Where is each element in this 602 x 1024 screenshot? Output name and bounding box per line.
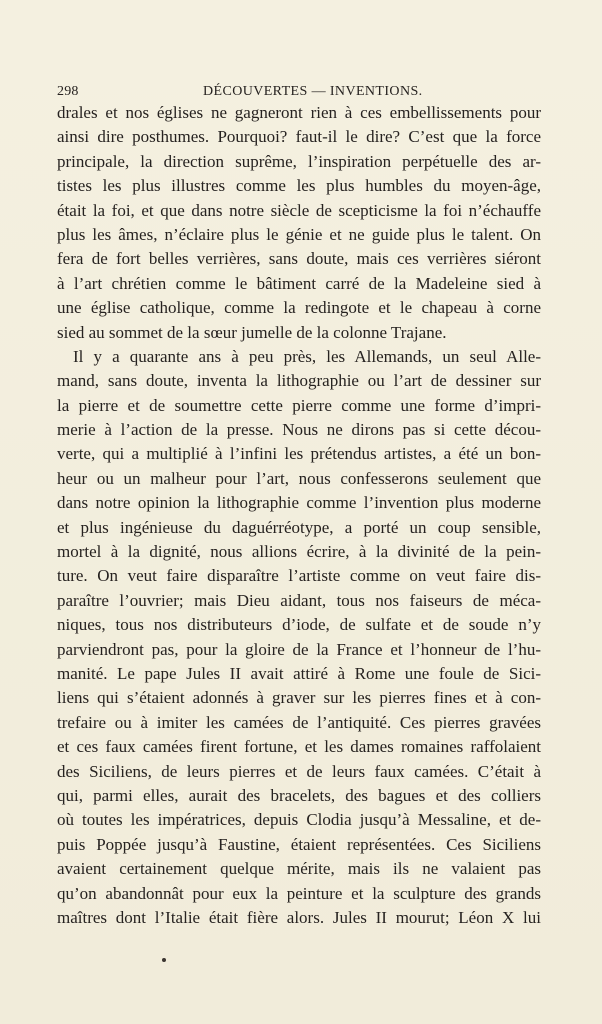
text-line: parviendront pas, pour la gloire de la France et l’honneur de l’hu- (57, 639, 541, 659)
text-line: mortel à la dignité, nous allions écrire, à la divinité de la pein- (57, 542, 541, 562)
running-title: DÉCOUVERTES — INVENTIONS. (203, 84, 423, 99)
printer-signature-mark (162, 958, 166, 962)
text-line: une église catholique, comme la redingote et le chapeau à corne (57, 298, 541, 318)
text-line: à l’art chrétien comme le bâtiment carré de la Madeleine sied à (57, 273, 541, 293)
text-line: niques, tous nos distributeurs d’iode, de sulfate et de soude n’y (57, 615, 541, 635)
text-line: avaient certainement quelque mérite, mais ils ne valaient pas (57, 859, 541, 879)
text-line: principale, la direction suprême, l’inspiration perpétuelle des ar- (57, 151, 541, 171)
text-line: drales et nos églises ne gagneront rien à ces embellissements pour (57, 103, 541, 122)
text-line: qu’on abandonnât pour eux la peinture et la sculpture des grands (57, 883, 541, 903)
text-line: sied au sommet de la sœur jumelle de la colonne Trajane. (57, 322, 447, 342)
body-text (57, 101, 541, 930)
text-line: trefaire ou à imiter les camées de l’antiquité. Ces pierres gravées (57, 712, 541, 732)
text-line: qui, parmi elles, aurait des bracelets, des bagues et des colliers (57, 785, 541, 805)
text-line: dans notre opinion la lithographie comme l’invention plus moderne (57, 493, 541, 513)
text-line: était la foi, et que dans notre siècle de scepticisme la foi n’échauffe (57, 200, 541, 220)
text-line: maîtres dont l’Italie était fière alors. Jules II mourut; Léon X lui (57, 907, 541, 927)
text-line: plus les âmes, n’éclaire plus le génie et ne guide plus le talent. On (57, 224, 541, 244)
text-line: Il y a quarante ans à peu près, les Allemands, un seul Alle- (73, 346, 541, 366)
text-line: et ces faux camées firent fortune, et les dames romaines raffolaient (57, 737, 541, 757)
text-line: paraître l’ouvrier; mais Dieu aidant, tous nos faiseurs de méca- (57, 590, 541, 610)
text-line: où toutes les impératrices, depuis Clodia jusqu’à Messaline, et de- (57, 810, 541, 830)
text-line: des Siciliens, de leurs pierres et de leurs faux camées. C’était à (57, 761, 541, 781)
text-line: verte, qui a multiplié à l’infini les prétendus artistes, a été un bon- (57, 444, 541, 464)
text-line: tistes les plus illustres comme les plus humbles du moyen-âge, (57, 176, 541, 196)
text-line: liens qui s’étaient adonnés à graver sur les pierres fines et à con- (57, 688, 541, 708)
text-line: heur ou un malheur pour l’art, nous confesserons seulement que (57, 468, 541, 488)
text-line: fera de fort belles verrières, sans doute, mais ces verrières siéront (57, 249, 541, 269)
text-line: ture. On veut faire disparaître l’artiste comme on veut faire dis- (57, 566, 541, 586)
text-line: la pierre et de soumettre cette pierre comme une forme d’impri- (57, 395, 541, 415)
text-line: merie à l’action de la presse. Nous ne dirons pas si cette décou- (57, 420, 541, 440)
text-line: mand, sans doute, inventa la lithographie ou l’art de dessiner sur (57, 371, 541, 391)
text-line: et plus ingénieuse du daguérréotype, a porté un coup sensible, (57, 517, 541, 537)
text-line: puis Poppée jusqu’à Faustine, étaient représentées. Ces Siciliens (57, 834, 541, 854)
text-line: ainsi dire posthumes. Pourquoi? faut-il le dire? C’est que la force (57, 127, 541, 147)
text-line: manité. Le pape Jules II avait attiré à Rome une foule de Sici- (57, 663, 541, 683)
page-number: 298 (57, 84, 79, 99)
